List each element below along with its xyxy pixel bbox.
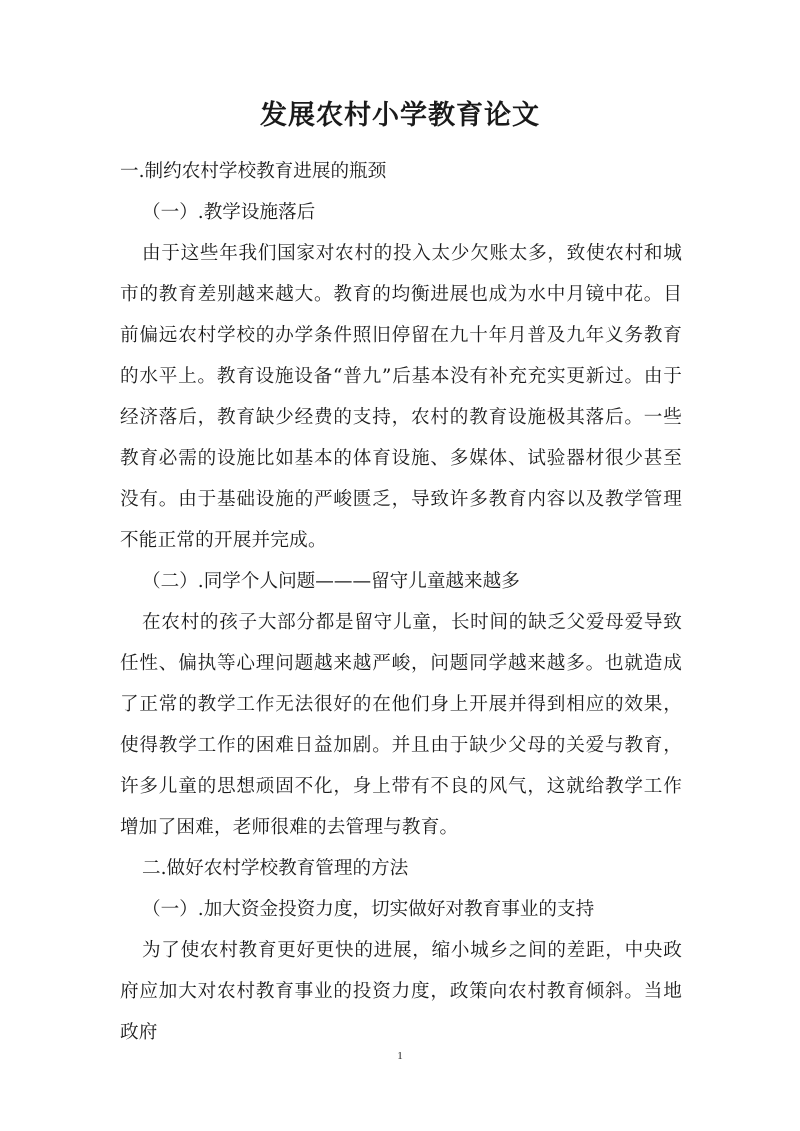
document-body [120,151,682,1053]
section-1-sub-2-body: 在农村的孩子大部分都是留守儿童，长时间的缺乏父爱母爱导致任性、偏执等心理问题越来越严峻，问题同学越来越多。也就造成了正常的教学工作无法很好的在他们身上开展并得到相应的效果，使得教学工作的困难日益加剧。并且由于缺少父母的关爱与教育，许多儿童的思想顽固不化，身上带有不良的风气，这就给教学工作增加了困难，老师很难的去管理与教育。 [120,612,682,838]
document-title: 发展农村小学教育论文 [260,100,540,131]
section-1-sub-1-heading: （一）.教学设施落后 [142,202,316,223]
section-2-sub-1-body: 为了使农村教育更好更快的进展，缩小城乡之间的差距，中央政府应加大对农村教育事业的投资力度，政策向农村教育倾斜。当地政府 [120,940,682,1043]
section-1-heading: 一.制约农村学校教育进展的瓶颈 [120,161,387,182]
page-number: 1 [397,1050,403,1062]
section-2-sub-1-heading: （一）.加大资金投资力度，切实做好对教育事业的支持 [142,899,595,920]
section-2-heading: 二.做好农村学校教育管理的方法 [142,858,409,879]
section-1-sub-1-body: 由于这些年我们国家对农村的投入太少欠账太多，致使农村和城市的教育差别越来越大。教育的均衡进展也成为水中月镜中花。目前偏远农村学校的办学条件照旧停留在九十年月普及九年义务教育的水平上。教育设施设备“普九”后基本没有补充充实更新过。由于经济落后，教育缺少经费的支持，农村的教育设施极其落后。一些教育必需的设施比如基本的体育设施、多媒体、试验器材很少甚至没有。由于基础设施的严峻匮乏，导致许多教育内容以及教学管理不能正常的开展并完成。 [120,243,682,551]
section-1-sub-2-heading: （二）.同学个人问题———留守儿童越来越多 [142,571,520,592]
